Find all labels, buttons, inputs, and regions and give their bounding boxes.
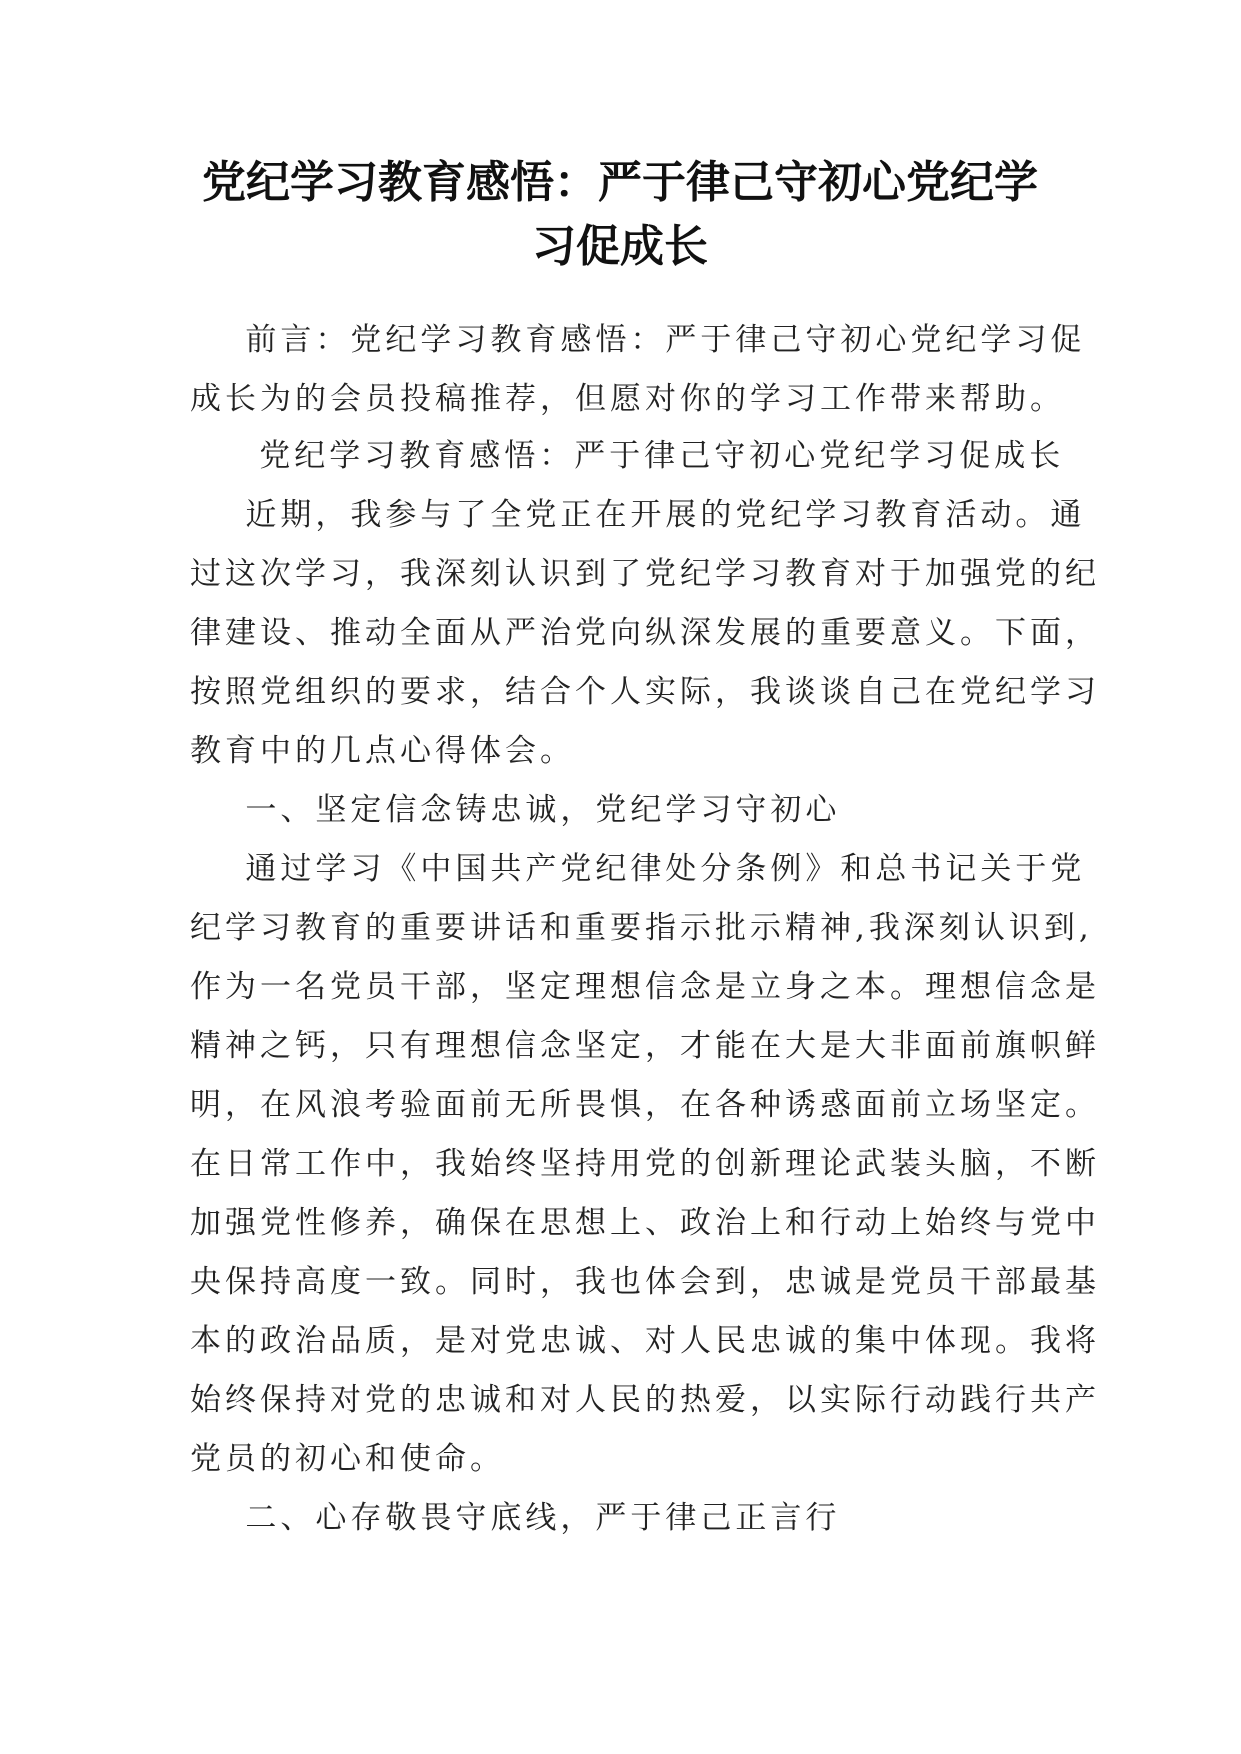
paragraph-line: 精神之钙，只有理想信念坚定，才能在大是大非面前旗帜鲜 [190, 1028, 1100, 1064]
paragraph-line: 央保持高度一致。同时，我也体会到，忠诚是党员干部最基 [190, 1264, 1100, 1300]
paragraph-line: 党员的初心和使命。 [190, 1441, 505, 1477]
article-subtitle: 党纪学习教育感悟：严于律己守初心党纪学习促成长 [190, 438, 1065, 474]
paragraph-line: 加强党性修养，确保在思想上、政治上和行动上始终与党中 [190, 1205, 1100, 1241]
paragraph-line: 纪学习教育的重要讲话和重要指示批示精神,我深刻认识到, [190, 910, 1093, 946]
paragraph-line: 前言：党纪学习教育感悟：严于律己守初心党纪学习促 [190, 322, 1086, 358]
section-heading-2: 二、心存敬畏守底线，严于律己正言行 [190, 1500, 841, 1536]
paragraph-line: 按照党组织的要求，结合个人实际，我谈谈自己在党纪学习 [190, 674, 1100, 710]
paragraph-line: 始终保持对党的忠诚和对人民的热爱，以实际行动践行共产 [190, 1382, 1100, 1418]
paragraph-line: 成长为的会员投稿推荐，但愿对你的学习工作带来帮助。 [190, 381, 1065, 417]
paragraph-line: 律建设、推动全面从严治党向纵深发展的重要意义。下面， [190, 615, 1100, 651]
paragraph-line: 在日常工作中，我始终坚持用党的创新理论武装头脑，不断 [190, 1146, 1100, 1182]
document-title-line-1: 党纪学习教育感悟：严于律己守初心党纪学 [202, 157, 1038, 208]
paragraph-line: 本的政治品质，是对党忠诚、对人民忠诚的集中体现。我将 [190, 1323, 1100, 1359]
paragraph-line: 明，在风浪考验面前无所畏惧，在各种诱惑面前立场坚定。 [190, 1087, 1100, 1123]
paragraph-line: 近期，我参与了全党正在开展的党纪学习教育活动。通 [190, 497, 1086, 533]
section-heading-1: 一、坚定信念铸忠诚，党纪学习守初心 [190, 792, 841, 828]
paragraph-line: 教育中的几点心得体会。 [190, 733, 575, 769]
paragraph-line: 作为一名党员干部，坚定理想信念是立身之本。理想信念是 [190, 969, 1100, 1005]
document-title-line-2: 习促成长 [532, 221, 708, 272]
paragraph-line: 过这次学习，我深刻认识到了党纪学习教育对于加强党的纪 [190, 556, 1100, 592]
paragraph-line: 通过学习《中国共产党纪律处分条例》和总书记关于党 [190, 851, 1086, 887]
